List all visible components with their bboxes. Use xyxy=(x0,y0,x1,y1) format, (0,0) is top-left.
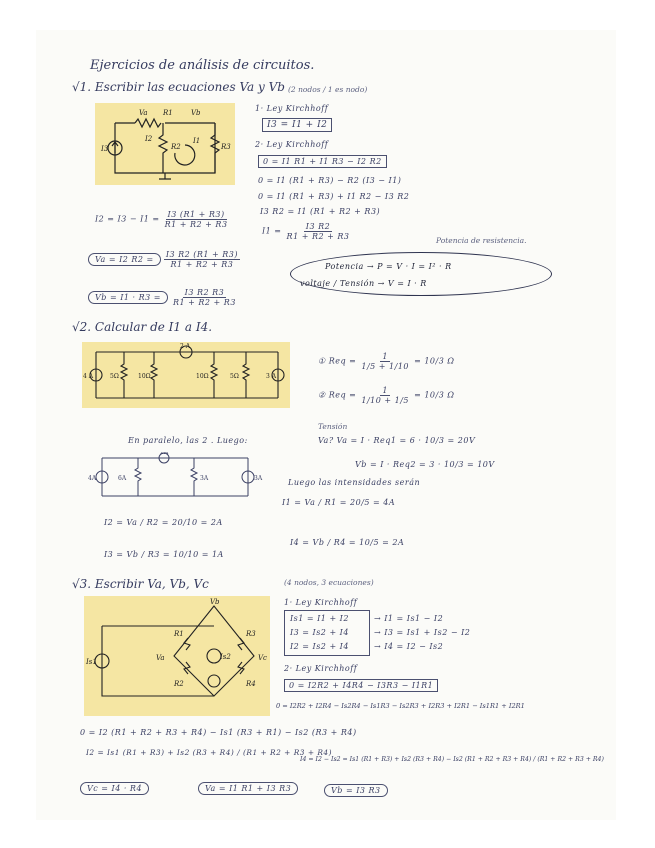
kcl-equation: I3 = I1 + I2 xyxy=(262,118,332,132)
page-title: Ejercicios de análisis de circuitos. xyxy=(90,58,315,73)
i2-formula xyxy=(95,210,230,229)
power-note: Potencia de resistencia. xyxy=(436,236,527,245)
svg-text:R4: R4 xyxy=(246,680,256,688)
svg-text:R3: R3 xyxy=(221,143,231,151)
derivation-line-1: 0 = I1 (R1 + R3) − R2 (I3 − I1) xyxy=(258,176,402,185)
vc-result: Vc = I4 · R4 xyxy=(80,782,149,795)
va-numerator: I3 R2 (R1 + R3) xyxy=(165,250,239,259)
svg-text:10Ω: 10Ω xyxy=(196,373,209,380)
svg-text:3 A: 3 A xyxy=(266,373,277,380)
req1-result: = 10/3 Ω xyxy=(414,356,455,366)
vb-denominator: R1 + R2 + R3 xyxy=(172,298,236,307)
i2-solution: I2 = Is1 (R1 + R3) + Is2 (R3 + R4) / (R1 + R2 + R3 + R4) xyxy=(86,748,333,757)
i3-result: I3 = Vb / R3 = 10/10 = 1A xyxy=(104,550,224,559)
ex3-law1-label: 1· Ley Kirchhoff xyxy=(284,598,358,607)
svg-text:2 A: 2 A xyxy=(180,343,191,350)
i1-lhs: I1 = xyxy=(262,226,282,236)
i1-result: I1 = Va / R1 = 20/5 = 4A xyxy=(282,498,396,507)
va-denominator: R1 + R2 + R3 xyxy=(170,260,234,269)
svg-text:4 A: 4 A xyxy=(83,373,94,380)
va-tension: Va? Va = I · Req1 = 6 · 10/3 = 20V xyxy=(318,436,476,445)
req1-numerator: 1 xyxy=(382,352,388,361)
svg-text:Vb: Vb xyxy=(210,598,220,606)
parallel-note: En paralelo, las 2 . Luego: xyxy=(128,436,248,445)
i1-numerator: I3 R2 xyxy=(305,222,331,231)
req2-result: = 10/3 Ω xyxy=(414,390,455,400)
circuit-diagram-3 xyxy=(84,596,270,716)
vb-numerator: I3 R2 R3 xyxy=(184,288,225,297)
req2-formula xyxy=(318,386,454,405)
vb-boxed-label: Vb = I1 · R3 = xyxy=(88,291,168,304)
i2-lhs: I2 = I3 − I1 = xyxy=(95,214,160,224)
vb-tension: Vb = I · Req2 = 3 · 10/3 = 10V xyxy=(355,460,495,469)
va-boxed-label: Va = I2 R2 = xyxy=(88,253,161,266)
law2-label: 2· Ley Kirchhoff xyxy=(255,140,329,149)
kvl-equation: 0 = I1 R1 + I1 R3 − I2 R2 xyxy=(258,155,387,168)
kvl-expanded: 0 = I2R2 + I2R4 − Is2R4 − Is1R3 − Is2R3 + I2R3 + I2R1 − Is1R1 + I2R1 xyxy=(276,702,525,710)
exercise-1-note: (2 nodos / 1 es nodo) xyxy=(288,85,368,94)
svg-text:10Ω: 10Ω xyxy=(138,373,151,380)
svg-text:6A: 6A xyxy=(118,475,127,482)
svg-text:R1: R1 xyxy=(163,109,173,117)
svg-text:3A: 3A xyxy=(254,475,263,482)
svg-text:2A: 2A xyxy=(160,452,169,456)
law1-label: 1· Ley Kirchhoff xyxy=(255,104,329,113)
svg-text:3A: 3A xyxy=(200,475,209,482)
svg-text:R1: R1 xyxy=(174,630,184,638)
svg-text:R2: R2 xyxy=(174,680,184,688)
svg-text:R2: R2 xyxy=(171,143,181,151)
kcl-eq-3-rearranged: → I4 = I2 − Is2 xyxy=(374,642,444,651)
va-formula xyxy=(88,250,240,269)
i2-numerator: I3 (R1 + R3) xyxy=(167,210,225,219)
req2-numerator: 1 xyxy=(382,386,388,395)
kcl-eq-3: I2 = Is2 + I4 xyxy=(290,642,349,651)
svg-text:4A: 4A xyxy=(88,475,97,482)
i4-solution: I4 = I2 − Is2 = Is1 (R1 + R3) + Is2 (R3 + R4) − Is2 (R1 + R2 + R3 + R4) / (R1 + R2 + R3 + R4) xyxy=(300,756,604,763)
derivation-line-2: 0 = I1 (R1 + R3) + I1 R2 − I3 R2 xyxy=(258,192,410,201)
power-summary-bubble xyxy=(290,252,552,296)
svg-text:I1: I1 xyxy=(193,137,201,145)
svg-text:5Ω: 5Ω xyxy=(110,373,119,380)
ex3-kvl-equation: 0 = I2R2 + I4R4 − I3R3 − I1R1 xyxy=(284,679,438,692)
ex3-law2-label: 2· Ley Kirchhoff xyxy=(284,664,358,673)
req1-denominator: 1/5 + 1/10 xyxy=(361,362,410,371)
intensities-intro: Luego las intensidades serán xyxy=(288,478,421,487)
svg-text:Is1: Is1 xyxy=(86,658,97,666)
kcl-eq-1-rearranged: → I1 = Is1 − I2 xyxy=(374,614,444,623)
kcl-eq-1: Is1 = I1 + I2 xyxy=(290,614,349,623)
circuit-diagram-1 xyxy=(95,103,235,185)
i4-result: I4 = Vb / R4 = 10/5 = 2A xyxy=(290,538,405,547)
svg-text:5Ω: 5Ω xyxy=(230,373,239,380)
i2-denominator: R1 + R2 + R3 xyxy=(164,220,228,229)
svg-text:I3: I3 xyxy=(101,145,109,153)
req2-lhs: ② Req = xyxy=(318,390,357,400)
svg-text:Is2: Is2 xyxy=(220,653,231,661)
exercise-2-heading: √2. Calcular de I1 a I4. xyxy=(72,320,213,334)
svg-text:Va: Va xyxy=(156,654,165,662)
power-formula: Potencia → P = V · I = I² · R xyxy=(325,262,452,271)
i1-denominator: R1 + R2 + R3 xyxy=(286,232,350,241)
vb-result: Vb = I3 R3 xyxy=(324,784,388,797)
req1-lhs: ① Req = xyxy=(318,356,357,366)
req2-denominator: 1/10 + 1/5 xyxy=(361,396,410,405)
voltage-formula: voltaje / Tensión → V = I · R xyxy=(300,279,427,288)
svg-text:Vb: Vb xyxy=(191,109,201,117)
tension-label: Tensión xyxy=(318,422,348,431)
kcl-eq-2-rearranged: → I3 = Is1 + Is2 − I2 xyxy=(374,628,471,637)
i2-result: I2 = Va / R2 = 20/10 = 2A xyxy=(104,518,223,527)
exercise-3-heading: √3. Escribir Va, Vb, Vc xyxy=(72,577,209,591)
vb-formula xyxy=(88,288,238,307)
derivation-line-3: I3 R2 = I1 (R1 + R2 + R3) xyxy=(260,207,381,216)
circuit-diagram-2 xyxy=(82,342,290,408)
kcl-eq-2: I3 = Is2 + I4 xyxy=(290,628,349,637)
simplified-circuit-2 xyxy=(88,452,268,502)
svg-text:Vc: Vc xyxy=(258,654,267,662)
svg-text:Va: Va xyxy=(139,109,148,117)
req1-formula xyxy=(318,352,454,371)
svg-text:I2: I2 xyxy=(145,135,153,143)
exercise-1-heading: √1. Escribir las ecuaciones Va y Vb xyxy=(72,80,285,94)
exercise-3-note: (4 nodos, 3 ecuaciones) xyxy=(284,578,374,587)
svg-text:R3: R3 xyxy=(246,630,256,638)
va-result: Va = I1 R1 + I3 R3 xyxy=(198,782,298,795)
kvl-grouped: 0 = I2 (R1 + R2 + R3 + R4) − Is1 (R3 + R1) − Is2 (R3 + R4) xyxy=(80,728,357,737)
i1-formula xyxy=(262,222,351,241)
